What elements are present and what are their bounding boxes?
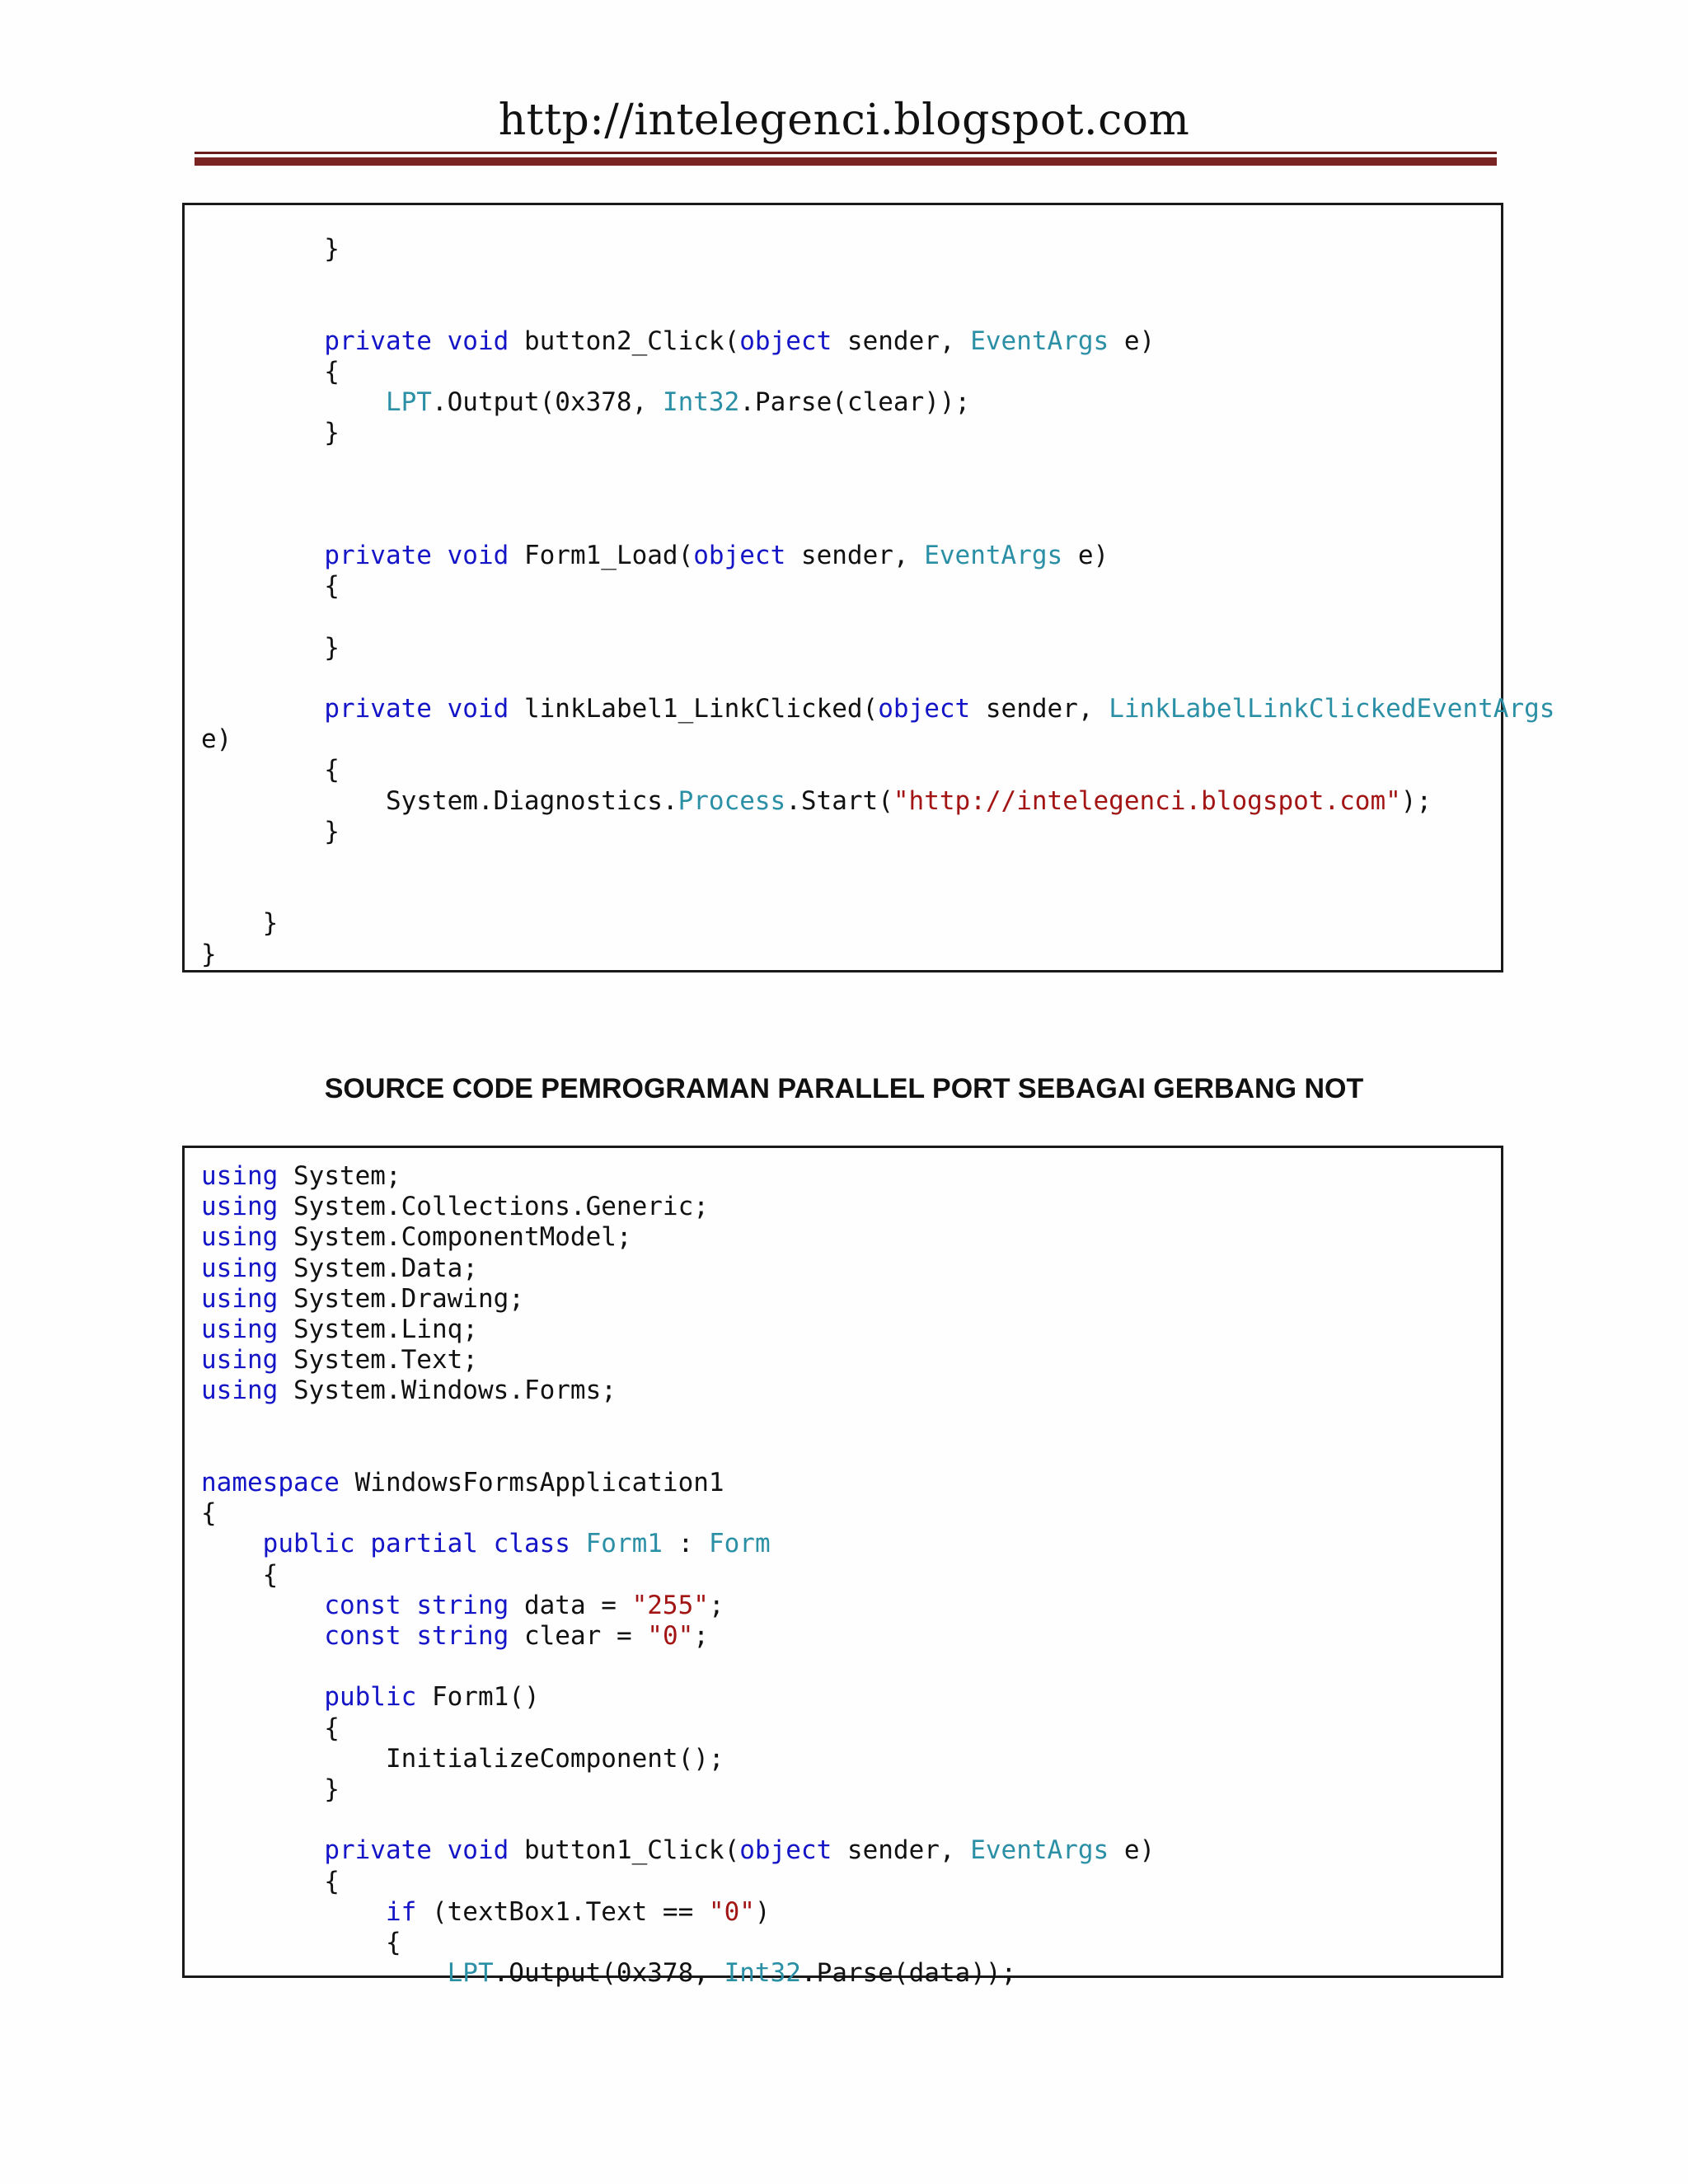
- code-text: .Parse(data));: [800, 1958, 1017, 1989]
- code-text: sender,: [832, 326, 971, 356]
- code-text: {: [201, 571, 340, 602]
- code-text: sender,: [785, 541, 925, 571]
- code-keyword: object: [878, 694, 971, 724]
- code-line: [201, 1744, 1501, 1774]
- code-text: System.Collections.Generic;: [278, 1192, 709, 1222]
- code-keyword: void: [447, 694, 509, 724]
- code-text: WindowsFormsApplication1: [339, 1468, 724, 1498]
- code-line: [201, 448, 1501, 479]
- code-line: [201, 387, 1501, 418]
- code-text: [570, 1529, 586, 1558]
- code-keyword: const: [324, 1621, 401, 1652]
- code-line: [201, 1376, 1501, 1406]
- code-string: "0": [708, 1896, 755, 1927]
- code-keyword: private: [324, 326, 432, 356]
- code-keyword: using: [201, 1161, 279, 1191]
- code-text: linkLabel1_LinkClicked(: [509, 694, 879, 724]
- code-listing-continuation: [185, 205, 1555, 970]
- code-line: [201, 1652, 1501, 1682]
- code-text: }: [201, 939, 217, 969]
- code-text: [432, 541, 448, 570]
- code-line: [201, 786, 1501, 817]
- code-keyword: string: [416, 1621, 509, 1652]
- code-keyword: private: [324, 694, 432, 724]
- code-line: [201, 1437, 1501, 1468]
- code-text: ;: [693, 1621, 709, 1652]
- code-text: [432, 694, 448, 724]
- code-line: [201, 1161, 1501, 1192]
- code-keyword: public: [324, 1682, 417, 1713]
- code-keyword: void: [447, 541, 509, 571]
- code-text: ;: [708, 1590, 724, 1620]
- code-string: "http://intelegenci.blogspot.com": [893, 785, 1401, 816]
- code-text: System;: [278, 1161, 401, 1191]
- code-text: }: [201, 1774, 340, 1805]
- code-line: [201, 908, 1501, 939]
- code-line: [201, 1774, 1501, 1805]
- code-type: LPT: [447, 1958, 494, 1989]
- section-title: SOURCE CODE PEMROGRAMAN PARALLEL PORT SEBAGAI GERBANG NOT: [324, 1073, 1364, 1104]
- code-text: {: [201, 1713, 340, 1743]
- code-line: [201, 1928, 1501, 1958]
- code-text: (textBox1.Text ==: [416, 1896, 709, 1927]
- code-line: [201, 1867, 1501, 1897]
- code-box-not-gate: [182, 1146, 1503, 1989]
- code-text: }: [201, 418, 340, 448]
- code-line: [201, 1958, 1501, 1989]
- code-listing-not-gate: [185, 1148, 1501, 1989]
- code-text: System.Drawing;: [278, 1283, 524, 1314]
- header-rule-thin: [195, 152, 1497, 154]
- code-keyword: if: [385, 1896, 417, 1927]
- code-text: button1_Click(: [509, 1835, 740, 1866]
- code-type: Int32: [662, 387, 740, 418]
- code-line: [201, 571, 1501, 602]
- code-line: [201, 234, 1501, 265]
- code-line: [201, 663, 1501, 694]
- code-text: e): [1109, 1835, 1156, 1866]
- code-line: [201, 1192, 1501, 1222]
- code-text: [201, 541, 324, 570]
- code-text: System.Text;: [278, 1345, 478, 1376]
- code-keyword: using: [201, 1283, 279, 1314]
- code-line: [201, 633, 1501, 663]
- code-type: EventArgs: [924, 541, 1063, 571]
- code-text: {: [201, 755, 340, 785]
- header-rule-thick: [195, 157, 1497, 166]
- code-text: [401, 1621, 417, 1651]
- code-keyword: string: [416, 1590, 509, 1620]
- code-type: Form: [708, 1529, 771, 1559]
- code-text: [201, 694, 324, 724]
- code-text: }: [201, 234, 340, 264]
- code-line: [201, 1222, 1501, 1253]
- code-keyword: object: [739, 326, 832, 356]
- code-text: System.Windows.Forms;: [278, 1376, 617, 1406]
- code-type: EventArgs: [970, 1835, 1109, 1866]
- code-keyword: using: [201, 1222, 279, 1253]
- code-text: Form1_Load(: [509, 541, 694, 571]
- code-text: [478, 1529, 494, 1558]
- code-line: [201, 541, 1501, 571]
- code-line: [201, 1498, 1501, 1529]
- code-line: [201, 1560, 1501, 1591]
- code-type: Process: [678, 785, 786, 816]
- code-text: button2_Click(: [509, 326, 740, 356]
- code-text: data =: [509, 1590, 632, 1620]
- code-text: [432, 326, 448, 356]
- code-text: e): [201, 724, 232, 755]
- code-line: [201, 357, 1501, 387]
- code-text: [201, 1958, 448, 1988]
- code-keyword: object: [693, 541, 786, 571]
- code-text: {: [201, 1559, 279, 1590]
- code-text: {: [201, 1928, 401, 1958]
- code-line: [201, 1529, 1501, 1559]
- code-text: :: [662, 1529, 709, 1559]
- code-line: [201, 1345, 1501, 1376]
- code-line: [201, 817, 1501, 847]
- code-keyword: private: [324, 541, 432, 571]
- code-keyword: namespace: [201, 1468, 340, 1498]
- code-string: "0": [647, 1621, 694, 1652]
- code-line: [201, 1315, 1501, 1345]
- code-text: [432, 1835, 448, 1865]
- code-keyword: partial: [370, 1529, 478, 1559]
- code-line: [201, 755, 1501, 785]
- code-keyword: void: [447, 326, 509, 356]
- code-keyword: class: [493, 1529, 570, 1559]
- code-text: InitializeComponent();: [201, 1743, 724, 1774]
- code-line: [201, 1407, 1501, 1437]
- code-line: [201, 1897, 1501, 1928]
- code-keyword: using: [201, 1315, 279, 1345]
- code-type: EventArgs: [970, 326, 1109, 356]
- code-keyword: object: [739, 1835, 832, 1866]
- code-line: [201, 1835, 1501, 1866]
- code-type: LinkLabelLinkClickedEventArgs: [1109, 694, 1555, 724]
- code-text: Form1(): [416, 1682, 540, 1713]
- code-keyword: void: [447, 1835, 509, 1866]
- code-keyword: using: [201, 1345, 279, 1376]
- code-line: [201, 847, 1501, 878]
- code-text: [201, 1621, 324, 1651]
- code-line: [201, 1284, 1501, 1315]
- code-line: [201, 1713, 1501, 1744]
- code-keyword: const: [324, 1590, 401, 1620]
- code-line: [201, 326, 1501, 357]
- code-line: [201, 1468, 1501, 1498]
- code-keyword: public: [262, 1529, 355, 1559]
- code-string: "255": [631, 1590, 709, 1620]
- code-box-continuation: [182, 203, 1555, 972]
- code-type: Int32: [724, 1958, 801, 1989]
- code-line: [201, 724, 1501, 755]
- code-line: [201, 265, 1501, 295]
- code-line: [201, 1621, 1501, 1652]
- code-line: [201, 878, 1501, 908]
- code-keyword: using: [201, 1253, 279, 1283]
- code-line: [201, 295, 1501, 326]
- code-text: [401, 1591, 417, 1620]
- code-keyword: using: [201, 1192, 279, 1222]
- code-text: clear =: [509, 1621, 648, 1652]
- code-text: }: [201, 908, 279, 939]
- code-type: Form1: [585, 1529, 663, 1559]
- code-line: [201, 602, 1501, 632]
- code-type: LPT: [385, 387, 432, 418]
- code-text: }: [201, 816, 340, 846]
- code-text: .Output(0x378,: [493, 1958, 724, 1989]
- code-text: ): [754, 1896, 771, 1927]
- code-line: [201, 1805, 1501, 1835]
- code-line: [201, 510, 1501, 541]
- code-text: {: [201, 1498, 217, 1529]
- code-text: System.Linq;: [278, 1315, 478, 1345]
- code-text: [201, 387, 386, 417]
- code-text: [201, 1529, 263, 1558]
- code-text: [201, 1682, 324, 1712]
- code-line: [201, 940, 1501, 970]
- code-text: [201, 1897, 386, 1927]
- code-text: sender,: [832, 1835, 971, 1866]
- code-line: [201, 1682, 1501, 1713]
- code-text: e): [1062, 541, 1109, 571]
- code-text: .Output(0x378,: [431, 387, 663, 418]
- code-text: [201, 1835, 324, 1865]
- code-text: [355, 1529, 371, 1558]
- code-line: [201, 418, 1501, 448]
- code-text: System.Diagnostics.: [201, 785, 678, 816]
- code-text: e): [1109, 326, 1156, 356]
- code-text: {: [201, 1866, 340, 1896]
- code-line: [201, 480, 1501, 510]
- header-url: http://intelegenci.blogspot.com: [498, 96, 1190, 145]
- code-text: }: [201, 632, 340, 663]
- code-line: [201, 694, 1555, 724]
- code-text: .Start(: [785, 785, 893, 816]
- code-text: System.Data;: [278, 1253, 478, 1283]
- code-line: [201, 1254, 1501, 1284]
- code-keyword: using: [201, 1376, 279, 1406]
- code-text: sender,: [970, 694, 1109, 724]
- code-text: .Parse(clear));: [739, 387, 971, 418]
- code-keyword: private: [324, 1835, 432, 1866]
- code-text: [201, 326, 324, 356]
- code-text: [201, 1591, 324, 1620]
- code-text: {: [201, 356, 340, 387]
- code-line: [201, 1591, 1501, 1621]
- code-text: );: [1400, 785, 1432, 816]
- code-text: System.ComponentModel;: [278, 1222, 632, 1253]
